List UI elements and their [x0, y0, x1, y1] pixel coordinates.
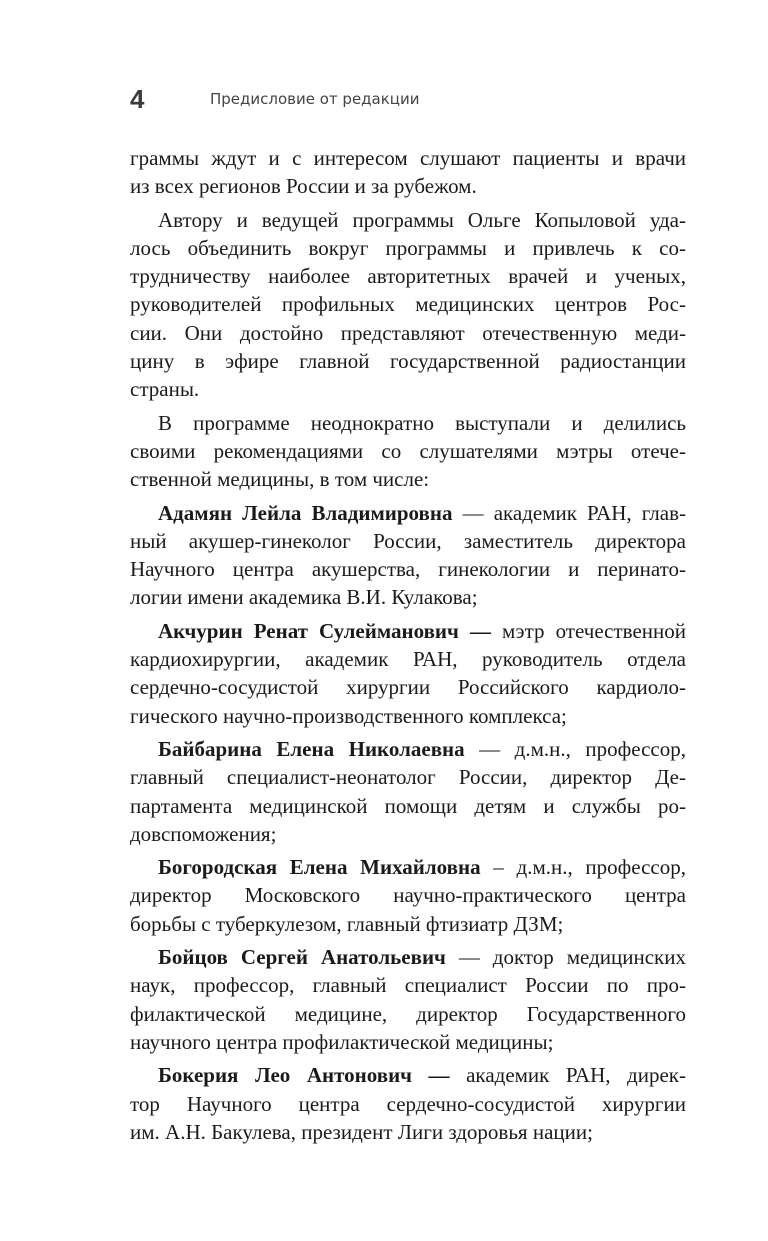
section-title: Предисловие от редакции — [210, 90, 420, 108]
person-name: Байбарина Елена Николаевна — [158, 736, 465, 761]
entry-first-rest: — д.м.н., профессор, — [464, 736, 686, 761]
entry-first-line — [130, 499, 686, 527]
text-line: партамента медицинской помощи детям и службы ро- — [130, 793, 686, 818]
text-line: ственной медицины, в том числе: — [130, 467, 430, 492]
page-number: 4 — [130, 83, 145, 114]
person-entry — [130, 499, 686, 612]
person-entry — [130, 943, 686, 1056]
paragraph — [130, 409, 686, 494]
entry-first-line — [130, 943, 686, 971]
text-line: цину в эфире главной государственной радиостанции — [130, 349, 686, 374]
text-line: директор Московского научно-практического центра — [130, 883, 686, 908]
person-name: Богородская Елена Михайловна — [158, 855, 481, 880]
text-line: тор Научного центра сердечно-сосудистой хирургии — [130, 1091, 686, 1116]
text-line: граммы ждут и с интересом слушают пациенты и врачи — [130, 146, 686, 170]
text-line: наук, профессор, главный специалист России по про- — [130, 973, 686, 998]
running-head — [130, 82, 690, 116]
text-line: гического научно-производственного комплекса; — [130, 703, 567, 728]
text-line: из всех регионов России и за рубежом. — [130, 174, 477, 199]
text-line: Автору и ведущей программы Ольге Копыловой уда- — [158, 207, 686, 232]
person-entry — [130, 853, 686, 938]
text-line: В программе неоднократно выступали и делились — [158, 410, 686, 435]
entry-first-rest: — академик РАН, глав- — [452, 500, 686, 525]
text-line: руководителей профильных медицинских центров Рос- — [130, 292, 686, 317]
text-line: кардиохирургии, академик РАН, руководитель отдела — [130, 647, 686, 672]
entry-first-rest: мэтр отечественной — [490, 618, 686, 643]
body-text — [130, 144, 686, 1146]
entry-first-rest: академик РАН, дирек- — [449, 1063, 686, 1088]
text-line: Научного центра акушерства, гинекологии и перинато- — [130, 557, 686, 582]
text-line: ный акушер-гинеколог России, заместитель директора — [130, 528, 686, 553]
person-name: Адамян Лейла Владимировна — [158, 500, 453, 525]
text-line: страны. — [130, 377, 200, 402]
text-line: им. А.Н. Бакулева, президент Лиги здоровья нации; — [130, 1119, 593, 1144]
text-line: филактической медицине, директор Государственного — [130, 1001, 686, 1026]
person-name: Бокерия Лео Антонович — — [158, 1063, 450, 1088]
text-line: довспоможения; — [130, 821, 277, 846]
entry-first-rest: — доктор медицинских — [445, 945, 686, 970]
person-entry — [130, 617, 686, 730]
text-line: главный специалист-неонатолог России, директор Де- — [130, 765, 686, 790]
text-line: своими рекомендациями со слушателями мэтры отече- — [130, 438, 686, 463]
person-name: Акчурин Ренат Сулейманович — — [158, 618, 491, 643]
text-line: логии имени академика В.И. Кулакова; — [130, 585, 478, 610]
person-entry — [130, 1061, 686, 1146]
text-line: борьбы с туберкулезом, главный фтизиатр ДЗМ; — [130, 911, 564, 936]
text-line: сии. Они достойно представляют отечественную меди- — [130, 320, 686, 345]
entry-first-line — [130, 617, 686, 645]
entry-first-line — [130, 735, 686, 763]
text-line: научного центра профилактической медицины; — [130, 1029, 554, 1054]
text-line: трудничеству наиболее авторитетных врачей и ученых, — [130, 264, 686, 289]
person-name: Бойцов Сергей Анатольевич — [158, 945, 446, 970]
paragraph — [130, 144, 686, 201]
person-entry — [130, 735, 686, 848]
paragraph — [130, 206, 686, 404]
entry-first-line — [130, 853, 686, 881]
entry-first-rest: – д.м.н., профессор, — [480, 855, 686, 880]
text-line: сердечно-сосудистой хирургии Российского кардиоло- — [130, 675, 686, 700]
entry-first-line — [130, 1061, 686, 1089]
text-line: лось объединить вокруг программы и привлечь к со- — [130, 235, 686, 260]
